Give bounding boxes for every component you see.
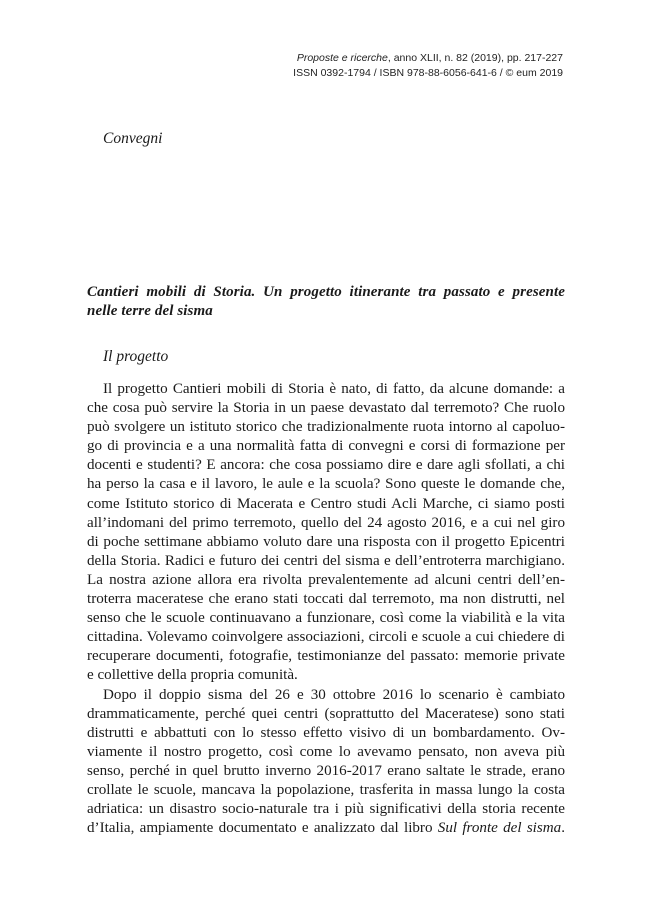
text-line: cittadina. Volevamo coinvolgere associazioni, circoli e scuole a cui chiedere di bbox=[87, 629, 565, 646]
text-line bbox=[87, 819, 565, 838]
text-line: senso, perché in quel brutto inverno 2016-2017 erano saltate le strade, erano bbox=[87, 762, 565, 779]
book-title: Sul fronte del sisma bbox=[437, 820, 562, 837]
text-run: d’Italia, ampiamente documentato e analizzato dal libro bbox=[87, 820, 438, 837]
text-line: troterra maceratese che erano stati toccati dal terremoto, ma non distrutti, nel bbox=[87, 591, 565, 608]
text-line: può svolgere un istituto storico che tradizionalmente ruota intorno al capoluo- bbox=[87, 419, 565, 436]
text-line: all’indomani del primo terremoto, quello del 24 agosto 2016, e a cui nel giro bbox=[87, 514, 565, 531]
text-line: distrutti e abbattuti con lo stesso effetto visivo di un bombardamento. Ov- bbox=[87, 724, 565, 741]
text-line: docenti e studenti? E ancora: che cosa possiamo dire e dare agli sfollati, a chi bbox=[87, 457, 565, 474]
text-run: . bbox=[561, 820, 565, 837]
text-line: di poche settimane abbiamo voluto dare una risposta con il progetto Epicentri bbox=[87, 533, 565, 550]
body-text bbox=[87, 380, 565, 838]
text-line: go di provincia e a una normalità fatta di convegni e corsi di formazione per bbox=[87, 438, 565, 455]
text-line: che cosa può servire la Storia in un paese devastato dal terremoto? Che ruolo bbox=[87, 400, 565, 417]
text-line: recuperare documenti, fotografie, testimonianze del passato: memorie private bbox=[87, 648, 565, 665]
text-line: crollate le scuole, mancava la popolazione, trasferita in massa lungo la costa bbox=[87, 781, 565, 798]
article-title-line: Cantieri mobili di Storia. Un progetto itinerante tra passato e presente bbox=[87, 284, 565, 300]
text-line: e collettive della propria comunità. bbox=[87, 667, 298, 684]
text-line: viamente il nostro progetto, così come lo avevamo pensato, non aveva più bbox=[87, 743, 565, 760]
text-line: come Istituto storico di Macerata e Centro studi Acli Marche, ci siamo posti bbox=[87, 495, 565, 512]
article-title bbox=[87, 283, 565, 321]
journal-name: Proposte e ricerche bbox=[296, 52, 388, 64]
citation-line bbox=[183, 51, 563, 66]
section-label: Convegni bbox=[103, 130, 163, 147]
text-line: Il progetto Cantieri mobili di Storia è nato, di fatto, da alcune domande: a bbox=[103, 381, 565, 397]
running-header bbox=[183, 51, 563, 81]
text-line: senso che le scuole continuavano a funzionare, così come la viabilità e la vita bbox=[87, 610, 565, 627]
citation-details: , anno XLII, n. 82 (2019), pp. 217-227 bbox=[387, 52, 563, 64]
text-line: Dopo il doppio sisma del 26 e 30 ottobre 2016 lo scenario è cambiato bbox=[103, 686, 565, 703]
text-line: La nostra azione allora era rivolta prevalentemente ad alcuni centri dell’en- bbox=[87, 571, 565, 588]
text-line: ha perso la casa e il lavoro, le aule e la scuola? Sono queste le domande che, bbox=[87, 476, 565, 493]
article-title-line: nelle terre del sisma bbox=[87, 303, 213, 319]
subheading: Il progetto bbox=[103, 348, 169, 365]
text-line: adriatica: un disastro socio-naturale tra i più significativi della storia recente bbox=[87, 801, 565, 818]
issn-line: ISSN 0392-1794 / ISBN 978-88-6056-641-6 / © eum 2019 bbox=[293, 67, 563, 79]
text-line: drammaticamente, perché quei centri (soprattutto del Maceratese) sono stati bbox=[87, 705, 565, 722]
paragraph bbox=[87, 380, 565, 686]
text-line: della Storia. Radici e futuro dei centri del sisma e dell’entroterra marchigiano. bbox=[87, 552, 565, 569]
paragraph bbox=[87, 686, 565, 839]
